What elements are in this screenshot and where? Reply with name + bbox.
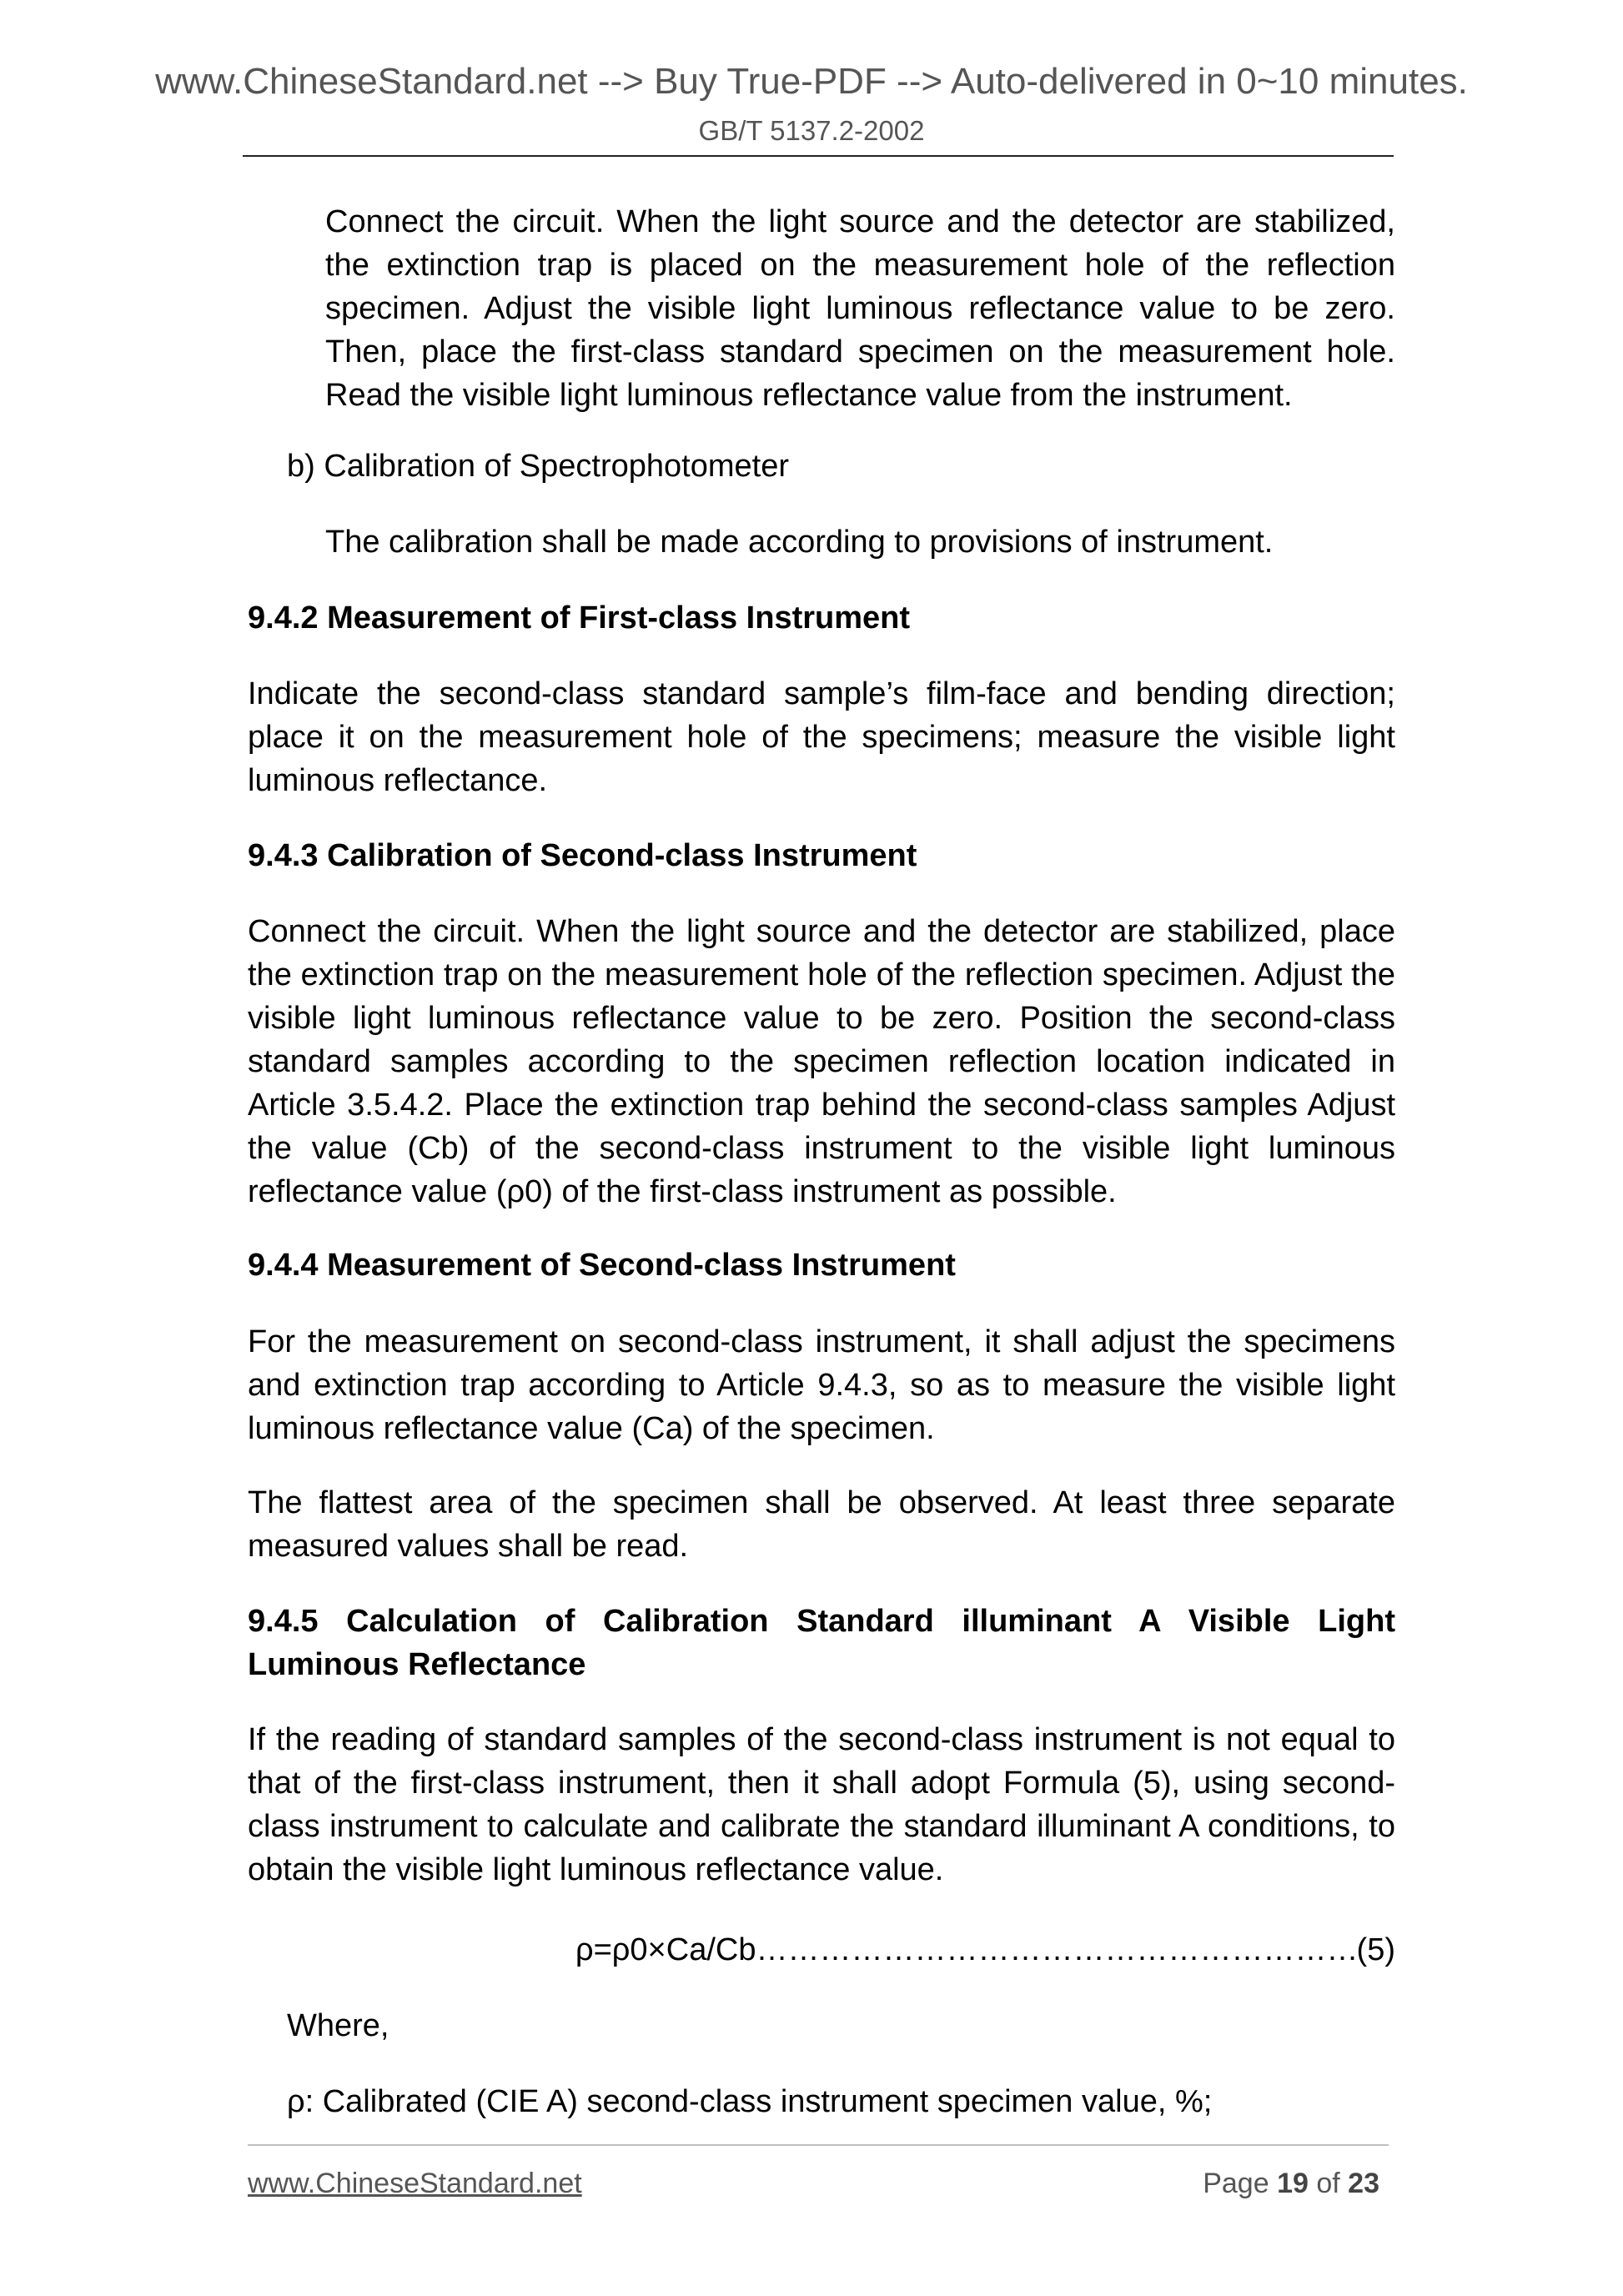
page-total: 23 (1348, 2168, 1379, 2199)
footer-website-link[interactable]: www.ChineseStandard.net (248, 2168, 582, 2199)
paragraph-9-4-4-a: For the measurement on second-class instrument, it shall adjust the specimens and extinction trap according to Article 9.4.3, so as to measure the visible light luminous reflectance value (Ca) of the specimen. (248, 1324, 1395, 1446)
standard-number: GB/T 5137.2-2002 (698, 115, 925, 146)
formula-expression: ρ=ρ0×Ca/Cb (575, 1932, 756, 1967)
paragraph-calibration: The calibration shall be made according to provisions of instrument. (325, 525, 1274, 560)
paragraph-connect-circuit: Connect the circuit. When the light source and the detector are stabilized, the extinction trap is placed on the measurement hole of the reflection specimen. Adjust the visible light luminous reflectance value to be zero. Then, place the first-class standard specimen on the measurement hole. Read the visible light luminous reflectance value from the instrument. (325, 204, 1395, 413)
where-label: Where, (287, 2008, 389, 2043)
list-item-b: b) Calibration of Spectrophotometer (287, 449, 789, 484)
paragraph-9-4-2: Indicate the second-class standard sample’s film-face and bending direction; place it on the measurement hole of the specimens; measure the visible light luminous reflectance. (248, 676, 1395, 798)
header-title: www.ChineseStandard.net --> Buy True-PDF --> Auto-delivered in 0~10 minutes. (155, 61, 1468, 102)
header-divider (243, 155, 1394, 157)
page-current: 19 (1277, 2168, 1309, 2199)
page-label: Page (1203, 2168, 1269, 2199)
definition-rho: ρ: Calibrated (CIE A) second-class instrument specimen value, %; (287, 2084, 1213, 2119)
section-heading-9-4-2: 9.4.2 Measurement of First-class Instrument (248, 600, 911, 636)
section-heading-9-4-4: 9.4.4 Measurement of Second-class Instrument (248, 1248, 956, 1283)
page-of: of (1316, 2168, 1340, 2199)
formula-dot-leader (756, 1928, 1356, 1972)
section-heading-9-4-5: 9.4.5 Calculation of Calibration Standard illuminant A Visible Light Luminous Reflectance (248, 1604, 1395, 1682)
formula-number: (5) (1356, 1932, 1395, 1967)
page-indicator (1203, 2169, 1379, 2198)
paragraph-9-4-3: Connect the circuit. When the light source and the detector are stabilized, place the extinction trap on the measurement hole of the reflection specimen. Adjust the visible light luminous reflectance value to be zero. Position the second-class standard samples according to the specimen reflection location indicated in Article 3.5.4.2. Place the extinction trap behind the second-class samples Adjust the value (Cb) of the second-class instrument to the visible light luminous reflectance value (ρ0) of the first-class instrument as possible. (248, 914, 1395, 1209)
formula-5 (575, 1928, 1395, 1972)
paragraph-9-4-5: If the reading of standard samples of the second-class instrument is not equal to that of the first-class instrument, then it shall adopt Formula (5), using second-class instrument to calculate and calibrate the standard illuminant A conditions, to obtain the visible light luminous reflectance value. (248, 1722, 1395, 1887)
paragraph-9-4-4-b: The flattest area of the specimen shall be observed. At least three separate measured values shall be read. (248, 1485, 1395, 1564)
footer-divider (248, 2144, 1389, 2146)
section-heading-9-4-3: 9.4.3 Calibration of Second-class Instrument (248, 838, 917, 873)
